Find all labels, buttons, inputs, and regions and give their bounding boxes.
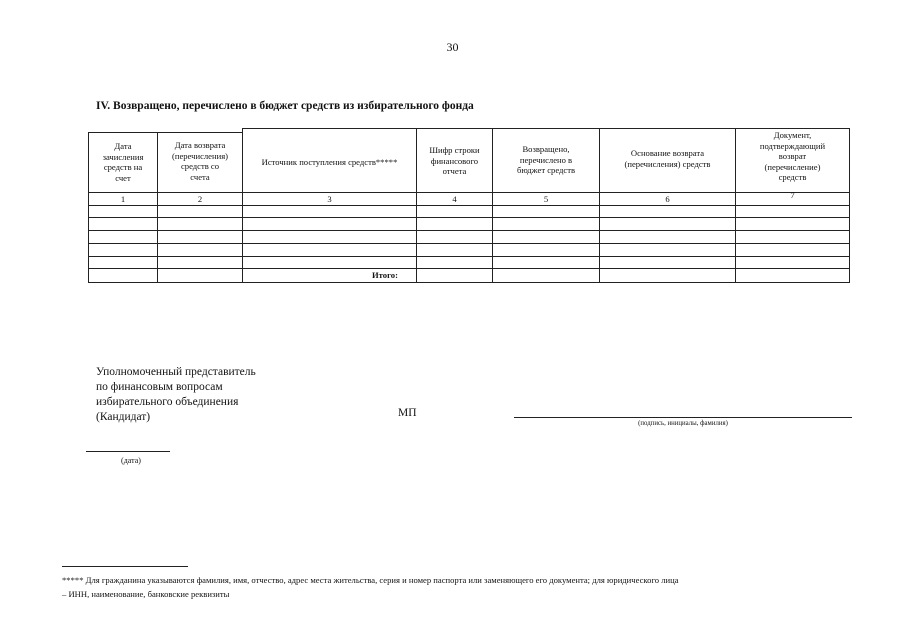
page-number: 30 bbox=[446, 40, 459, 54]
signature-line-text: избирательного объединения bbox=[96, 396, 239, 408]
header-returned-amount: Возвращено, перечислено в бюджет средств bbox=[516, 144, 576, 175]
header-return-date: Дата возврата (перечисления) средств со счета bbox=[171, 140, 229, 182]
footnote-line: – ИНН, наименование, банковские реквизиты bbox=[62, 589, 230, 599]
column-number: 7 bbox=[790, 190, 795, 200]
signature-line-text: по финансовым вопросам bbox=[96, 381, 223, 393]
date-caption: (дата) bbox=[121, 456, 141, 465]
signature-line-text: Уполномоченный представитель bbox=[96, 366, 256, 378]
header-supporting-document: Документ, подтверждающий возврат (перечисление) средств bbox=[759, 130, 826, 182]
table-col-border bbox=[849, 128, 850, 282]
column-number: 4 bbox=[452, 194, 457, 204]
footnote-separator bbox=[62, 566, 188, 567]
column-number: 5 bbox=[543, 194, 549, 204]
section-title: IV. Возвращено, перечислено в бюджет средств из избирательного фонда bbox=[96, 100, 474, 112]
total-label: Итого: bbox=[372, 270, 398, 280]
authorized-representative bbox=[96, 365, 256, 425]
date-line bbox=[86, 451, 170, 452]
footnote-line: ***** Для гражданина указываются фамилия, имя, отчество, адрес места жительства, серия и номер паспорта или заменяющего его документа; для юридического лица bbox=[62, 575, 679, 585]
column-number: 6 bbox=[665, 194, 670, 204]
table-top-border bbox=[88, 132, 242, 133]
column-number: 1 bbox=[120, 194, 126, 204]
signature-line bbox=[514, 417, 852, 418]
stamp-place: МП bbox=[398, 407, 417, 419]
signature-caption: (подпись, инициалы, фамилия) bbox=[638, 420, 728, 427]
table-bottom-border bbox=[88, 282, 850, 283]
signature-line-text: (Кандидат) bbox=[96, 411, 151, 423]
header-return-basis: Основание возврата (перечисления) средств bbox=[624, 148, 711, 169]
header-report-line-code: Шифр строки финансового отчета bbox=[429, 145, 480, 176]
table-col-border bbox=[242, 128, 243, 282]
table-top-border bbox=[242, 128, 850, 129]
header-deposit-date: Дата зачисления средств на счет bbox=[102, 141, 144, 183]
footnote bbox=[62, 573, 852, 601]
header-funds-source: Источник поступления средств***** bbox=[261, 157, 398, 167]
column-number: 3 bbox=[327, 194, 332, 204]
column-number: 2 bbox=[197, 194, 203, 204]
